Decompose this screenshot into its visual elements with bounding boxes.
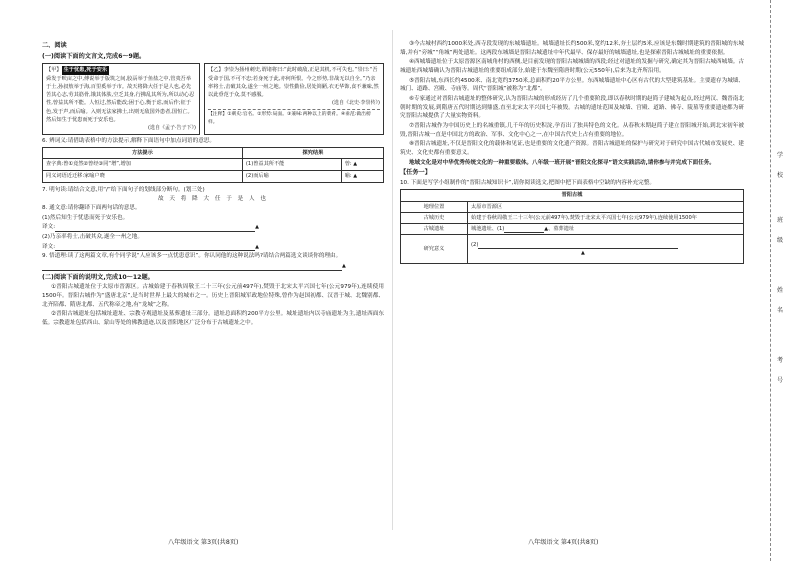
yi-source: (选自《北史·李崇传》)	[332, 100, 380, 107]
exp-paragraph-3: ③今古城村西约1000米处,西寺段发现的东城墙遗址。城墙遗址长约500米,宽约12米,夯土层约5米,应该是东魏时期建筑的晋阳城的东城墙,并有“旁城”“角城”两处遗址。这两段东城墙是晋阳古城遗址中年代最早、保存最好的城墙遗址,也是探索晋阳古城城址的重要依据。	[400, 41, 744, 56]
q6-sentence-2: (2)而后喻	[242, 170, 341, 182]
activity-intro: 地域文化是对中华优秀传统文化的一种重要载体。八年级一班开展“晋阳文化探寻”语文实践活动,请你参与并完成下面任务。	[408, 159, 715, 166]
q6-method-2: 同义词语近迁移:家喻户晓	[43, 170, 243, 182]
q6-header-result: 探究结果	[242, 148, 383, 159]
q7-sentence: 故 天 将 降 大 任 于 是 人 也	[158, 196, 268, 203]
card-value-location: 太原市晋源区	[468, 201, 744, 212]
q6-method-1: 查字典:曾①竟然②曾经③同“增”,增加	[43, 159, 243, 171]
q8-item-1: (1)然后知生于忧患而死于安乐也。	[42, 214, 129, 221]
sidebar-char-5: 姓	[777, 287, 784, 294]
right-footer: 八年级语文 第4页(共8页)	[528, 539, 599, 546]
sidebar-char-7: 考	[777, 357, 784, 364]
left-footer: 八年级语文 第3页(共8页)	[168, 539, 239, 546]
jia-source: (选自《孟子·告子下》)	[148, 125, 196, 132]
binding-strip	[770, 0, 794, 561]
card-key-location: 地理位置	[401, 201, 468, 212]
card-value-history: 始建于春秋周敬王二十三年(公元前497年),焚毁于北宋太平兴国七年(公元979年),连续使用1500年	[468, 212, 744, 223]
exp-paragraph-6: ⑥专家通过对晋阳古城遗址的整体研究,认为晋阳古城的形成经历了几个重要阶段,即以春秋时期的赵简子建城为起点,经过两汉、魏晋南北朝时期的发展,到隋唐五代时期达到鼎盛,直至北宋太平兴国七年被毁。古城的遗址范围及城墙、宫殿、道路、佛寺、陵墓等重要遗迹都为研究晋阳古城提供了大量实物资料。	[400, 95, 744, 120]
q8-answer-2[interactable]: 译文: ▲	[42, 243, 259, 250]
q6-table	[42, 147, 384, 183]
q8-answer-1[interactable]: 译文: ▲	[42, 224, 259, 231]
question-10: 10. 下面是写学小组制作的“晋阳古城知识卡”,请你阅读选文,把图中把下面表格中空缺的内容补充完整。	[400, 179, 655, 186]
classical-texts	[42, 63, 384, 135]
part2-title: (二)阅读下面的说明文,完成10～12题。	[42, 273, 154, 281]
sidebar-char-4: 级	[777, 237, 784, 244]
jia-title: 生于忧患,死于安乐	[63, 67, 108, 74]
q6-answer-2[interactable]: 喻: ▲	[341, 170, 383, 182]
exp-paragraph-7: ⑦晋阳古城作为中国历史上的名城重镇,几千年的历史积淀,孕育出了独具特色的文化。从春秋末期赵简子建立晋阳城开始,到北宋初年被毁,晋阳古城一直是中国北方的政治、军事、文化中心之一,在中国古代史上占有重要的地位。	[400, 122, 744, 138]
yi-text: 李崇为扬州刺史,谓诸将曰:“此时破敌,正是其机,不可失也。”崇曰:“吾受命于国,不可不忠;若身死于此,亦何所恨。今之形势,非战无以自全。”乃亲率将士,击破其众,遂全一州之地。崇性勤俭,居处简陋,衣无华饰,食不兼味,然以此垂范于众,莫不感服。	[208, 67, 379, 99]
q6-sentence-1: (1)曾益其所不能	[242, 159, 341, 171]
q6-answer-1[interactable]: 曾: ▲	[341, 159, 383, 171]
exp-paragraph-5: ⑤晋阳古城,东西长约4500米、南北宽约3750米,总面积约20平方公里。东西城墙遗址中心区有古代的大型建筑基址。主要遗存为城墙、城门、道路、宫殿、寺庙等。周代“晋阳城”被称为“北都”。	[400, 77, 744, 93]
yi-label: 【乙】	[208, 67, 224, 74]
sidebar-char-3: 班	[777, 217, 784, 224]
sidebar-char-6: 名	[777, 307, 784, 314]
sidebar-char-1: 学	[777, 152, 784, 159]
exp-paragraph-2: ②晋阳古城遗址包括城址遗址、宗教寺观遗址及墓葬遗址三部分。遗址总面积约200平方公里。城址遗址内以寺庙遗址为主,遗址西面东低。宗教遗址包括西山、蒙山等处的佛教遗迹,以及晋阳地区广泛分布于古城遗址之中。	[42, 311, 384, 327]
card-key-history: 古城历史	[401, 212, 468, 223]
section-title: 二、阅读	[42, 42, 67, 49]
q8-item-2: (2)乃亲率将士,击破其众,遂全一州之地。	[42, 234, 143, 240]
part1-title: (一)阅读下面的文言文,完成6～9题。	[42, 52, 146, 60]
notes: 【注释】①刺史:官名。②形势:局面。③兼味:两种以上的菜肴。④垂范:做出榜样。	[208, 109, 380, 126]
question-8: 8. 通文意:请你翻译下面两句话的意思。	[42, 204, 141, 211]
left-page	[42, 40, 384, 329]
fold-line	[392, 30, 393, 530]
sidebar-char-8: 号	[777, 377, 784, 384]
right-page	[400, 40, 744, 264]
exp-paragraph-4: ④西城墙遗址位于太原晋源区南城角村的西侧,是目前发现的晋阳古城城墙的西段;经过对遗址的发掘与研究,确定其为晋阳古城西城墙。古城遗址西城墙确认为晋阳古城遗址的重要组成部分,始建于东魏至隋唐时期(公元550年),后来为北齐所沿用。	[400, 59, 744, 74]
text-jia	[42, 63, 200, 135]
exp-paragraph-1: ①晋阳古城遗址位于太原市晋源区。古城始建于春秋周敬王二十三年(公元前497年),焚毁于北宋太平兴国七年(公元979年),连续使用1500年。晋阳古城作为“盛唐北京”,是当时世界上最大的城市之一。历史上晋阳城军政地位特殊,曾作为赵国初都、汉晋于城、北魏别都、北齐陪都、隋唐北都、五代称帝之地,有“龙城”之称。	[42, 284, 384, 308]
question-6: 6. 辨词义:请借助表格中的方法提示,解释下面语句中加点词语的意思。	[42, 138, 215, 145]
card-title: 晋阳古城	[401, 190, 744, 201]
card-value-sites[interactable]: 城池遗址、(1) ▲、墓葬遗址	[468, 223, 744, 235]
jia-label: 【甲】	[46, 67, 62, 74]
knowledge-card	[400, 189, 744, 264]
card-value-significance[interactable]: (2) ▲	[468, 235, 744, 264]
card-key-significance: 研究意义	[401, 235, 468, 264]
card-key-sites: 古城遗址	[401, 223, 468, 235]
q9-answer[interactable]: ▲	[42, 262, 384, 271]
exp-paragraph-8: ⑧晋阳古城遗址,不仅是晋阳文化的载体和见证,也是重要的文化遗产资源。晋阳古城遗址的保护与研究对于研究中国古代城市发展史、建筑史、文化史都有重要意义。	[400, 141, 744, 156]
q6-header-method: 方法提示	[43, 148, 243, 159]
question-9: 9. 悟道理:读了这两篇文章,有个同学说“人应该多一点忧患意识”。你认同他的这种说法吗?请结合两篇选文谈谈你的理由。	[42, 253, 342, 260]
sidebar-char-2: 校	[777, 172, 784, 179]
jia-text: 舜发于畎亩之中,傅说举于版筑之间,胶鬲举于鱼盐之中,管夷吾举于士,孙叔敖举于海,百里奚举于市。故天将降大任于是人也,必先苦其心志,劳其筋骨,饿其体肤,空乏其身,行拂乱其所为,所以动心忍性,曾益其所不能。人恒过,然后能改;困于心,衡于虑,而后作;征于色,发于声,而后喻。入则无法家拂士,出则无敌国外患者,国恒亡。然后知生于忧患而死于安乐也。	[46, 75, 195, 124]
question-7: 7. 明句读:请结合文意,用“/”给下面句子的划线部分断句。(划三处)	[42, 186, 205, 193]
task-1-title: 【任务一】	[400, 169, 431, 177]
text-yi	[204, 63, 384, 135]
